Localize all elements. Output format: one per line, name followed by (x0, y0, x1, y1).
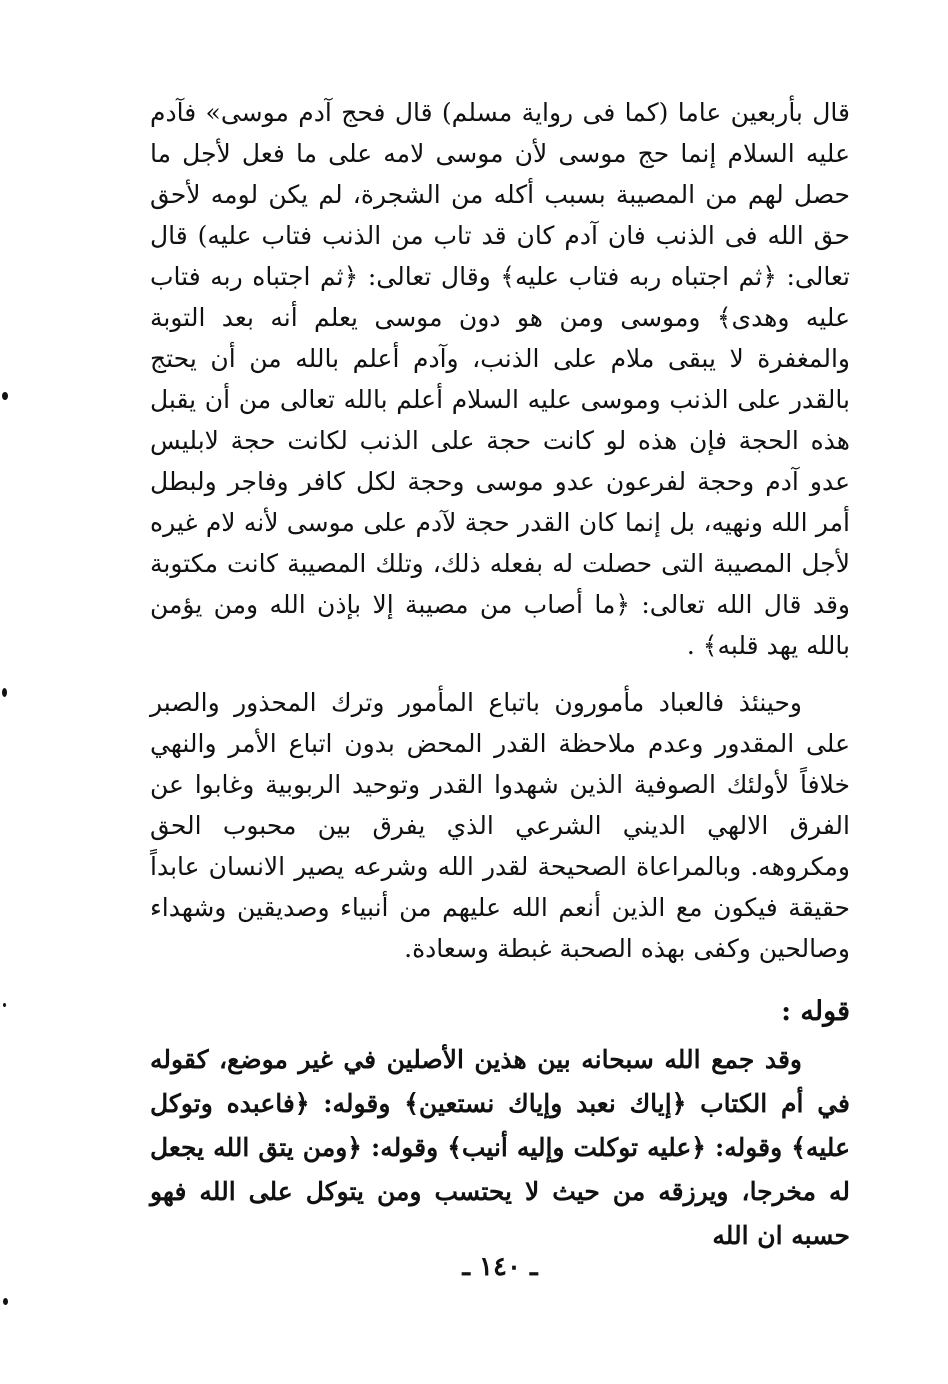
scan-speck (2, 688, 7, 697)
paragraph-2: وحينئذ فالعباد مأمورون باتباع المأمور وترك المحذور والصبر على المقدور وعدم ملاحظة القدر المحض بدون اتباع الأمر والنهي خلافاً لأولئك الصوفية الذين شهدوا القدر وتوحيد الربوبية وغابوا عن الفرق الالهي الديني الشرعي الذي يفرق بين محبوب الحق ومكروهه. وبالمراعاة الصحيحة لقدر الله وشرعه يصير الانسان عابداً حقيقة فيكون مع الذين أنعم الله عليهم من أنبياء وصديقين وشهداء وصالحين وكفى بهذه الصحبة غبطة وسعادة. (150, 688, 850, 963)
book-page (150, 92, 850, 1312)
paragraph-3: وقد جمع الله سبحانه بين هذين الأصلين في غير موضع، كقوله في أم الكتاب ﴿إياك نعبد وإياك نستعين﴾ وقوله: ﴿فاعبده وتوكل عليه﴾ وقوله: ﴿عليه توكلت وإليه أنيب﴾ وقوله: ﴿ومن يتق الله يجعل له مخرجا، ويرزقه من حيث لا يحتسب ومن يتوكل على الله فهو حسبه ان الله (150, 1045, 850, 1250)
scan-speck (2, 392, 8, 400)
section-heading: قوله : (781, 996, 850, 1027)
page-number: ـ ١٤٠ ـ (462, 1252, 538, 1282)
scan-speck (3, 1298, 8, 1305)
scan-speck (3, 1003, 6, 1007)
paragraph-1: قال بأربعين عاما (كما فى رواية مسلم) قال فحج آدم موسى» فآدم عليه السلام إنما حج موسى لأن موسى لامه على ما فعل لأجل ما حصل لهم من المصيبة بسبب أكله من الشجرة، لم يكن لومه لأحق حق الله فى الذنب فان آدم كان قد تاب من الذنب فتاب عليه) قال تعالى: ﴿ثم اجتباه ربه فتاب عليه﴾ وقال تعالى: ﴿ثم اجتباه ربه فتاب عليه وهدى﴾ وموسى ومن هو دون موسى يعلم أنه بعد التوبة والمغفرة لا يبقى ملام على الذنب، وآدم أعلم بالله من أن يحتج بالقدر على الذنب وموسى عليه السلام أعلم بالله تعالى من أن يقبل هذه الحجة فإن هذه لو كانت حجة على الذنب لكانت حجة لابليس عدو آدم وحجة لفرعون عدو موسى وحجة لكل كافر وفاجر ولبطل أمر الله ونهيه، بل إنما كان القدر حجة لآدم على موسى لأنه لام غيره لأجل المصيبة التى حصلت له بفعله ذلك، وتلك المصيبة كانت مكتوبة وقد قال الله تعالى: ﴿ما أصاب من مصيبة إلا بإذن الله ومن يؤمن بالله يهد قلبه﴾ . (150, 98, 850, 660)
